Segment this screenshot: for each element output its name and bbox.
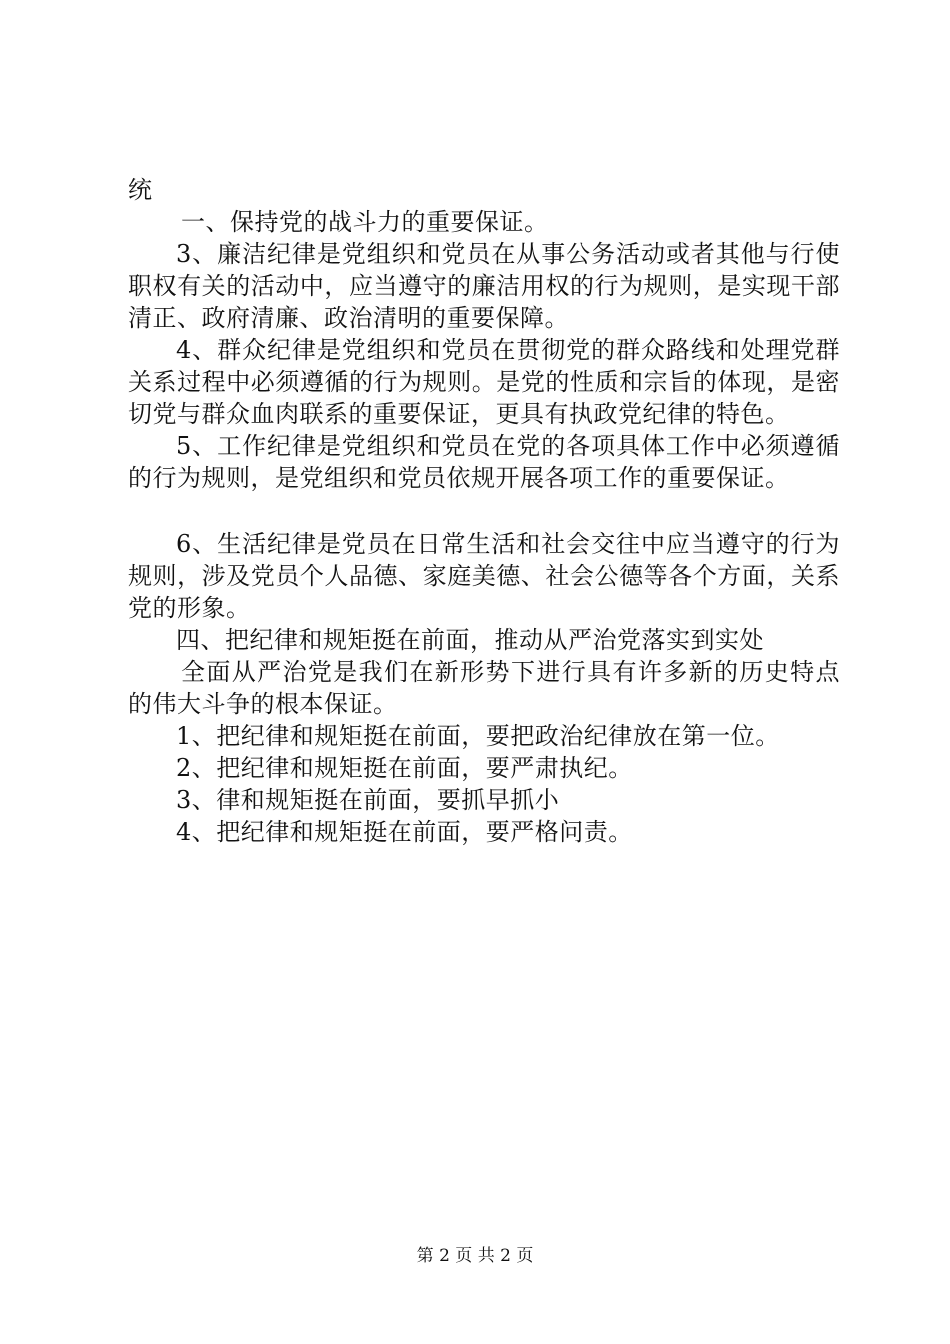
paragraph-fragment: 统 (128, 176, 153, 204)
list-item-4: 4、把纪律和规矩挺在前面，要严格问责。 (176, 818, 633, 846)
list-item-3: 3、律和规矩挺在前面，要抓早抓小 (176, 786, 560, 814)
paragraph-gap (128, 494, 840, 528)
document-body (128, 174, 840, 848)
paragraph-strict-governance: 全面从严治党是我们在新形势下进行具有许多新的历史特点的伟大斗争的根本保证。 (128, 658, 840, 718)
paragraph-integrity-discipline: 3、廉洁纪律是党组织和党员在从事公务活动或者其他与行使职权有关的活动中，应当遵守的廉洁用权的行为规则，是实现干部清正、政府清廉、政治清明的重要保障。 (128, 240, 840, 332)
paragraph-life-discipline: 6、生活纪律是党员在日常生活和社会交往中应当遵守的行为规则，涉及党员个人品德、家庭美德、社会公德等各个方面，关系党的形象。 (128, 530, 840, 622)
paragraph-work-discipline: 5、工作纪律是党组织和党员在党的各项具体工作中必须遵循的行为规则，是党组织和党员依规开展各项工作的重要保证。 (128, 432, 840, 492)
page-number-footer: 第 2 页 共 2 页 (416, 1246, 534, 1266)
heading-section-one: 一、保持党的战斗力的重要保证。 (181, 208, 549, 236)
paragraph-mass-discipline: 4、群众纪律是党组织和党员在贯彻党的群众路线和处理党群关系过程中必须遵循的行为规则。是党的性质和宗旨的体现，是密切党与群众血肉联系的重要保证，更具有执政党纪律的特色。 (128, 336, 840, 428)
heading-section-four: 四、把纪律和规矩挺在前面，推动从严治党落实到实处 (176, 626, 764, 654)
list-item-1: 1、把纪律和规矩挺在前面，要把政治纪律放在第一位。 (176, 722, 780, 750)
list-item-2: 2、把纪律和规矩挺在前面，要严肃执纪。 (176, 754, 633, 782)
